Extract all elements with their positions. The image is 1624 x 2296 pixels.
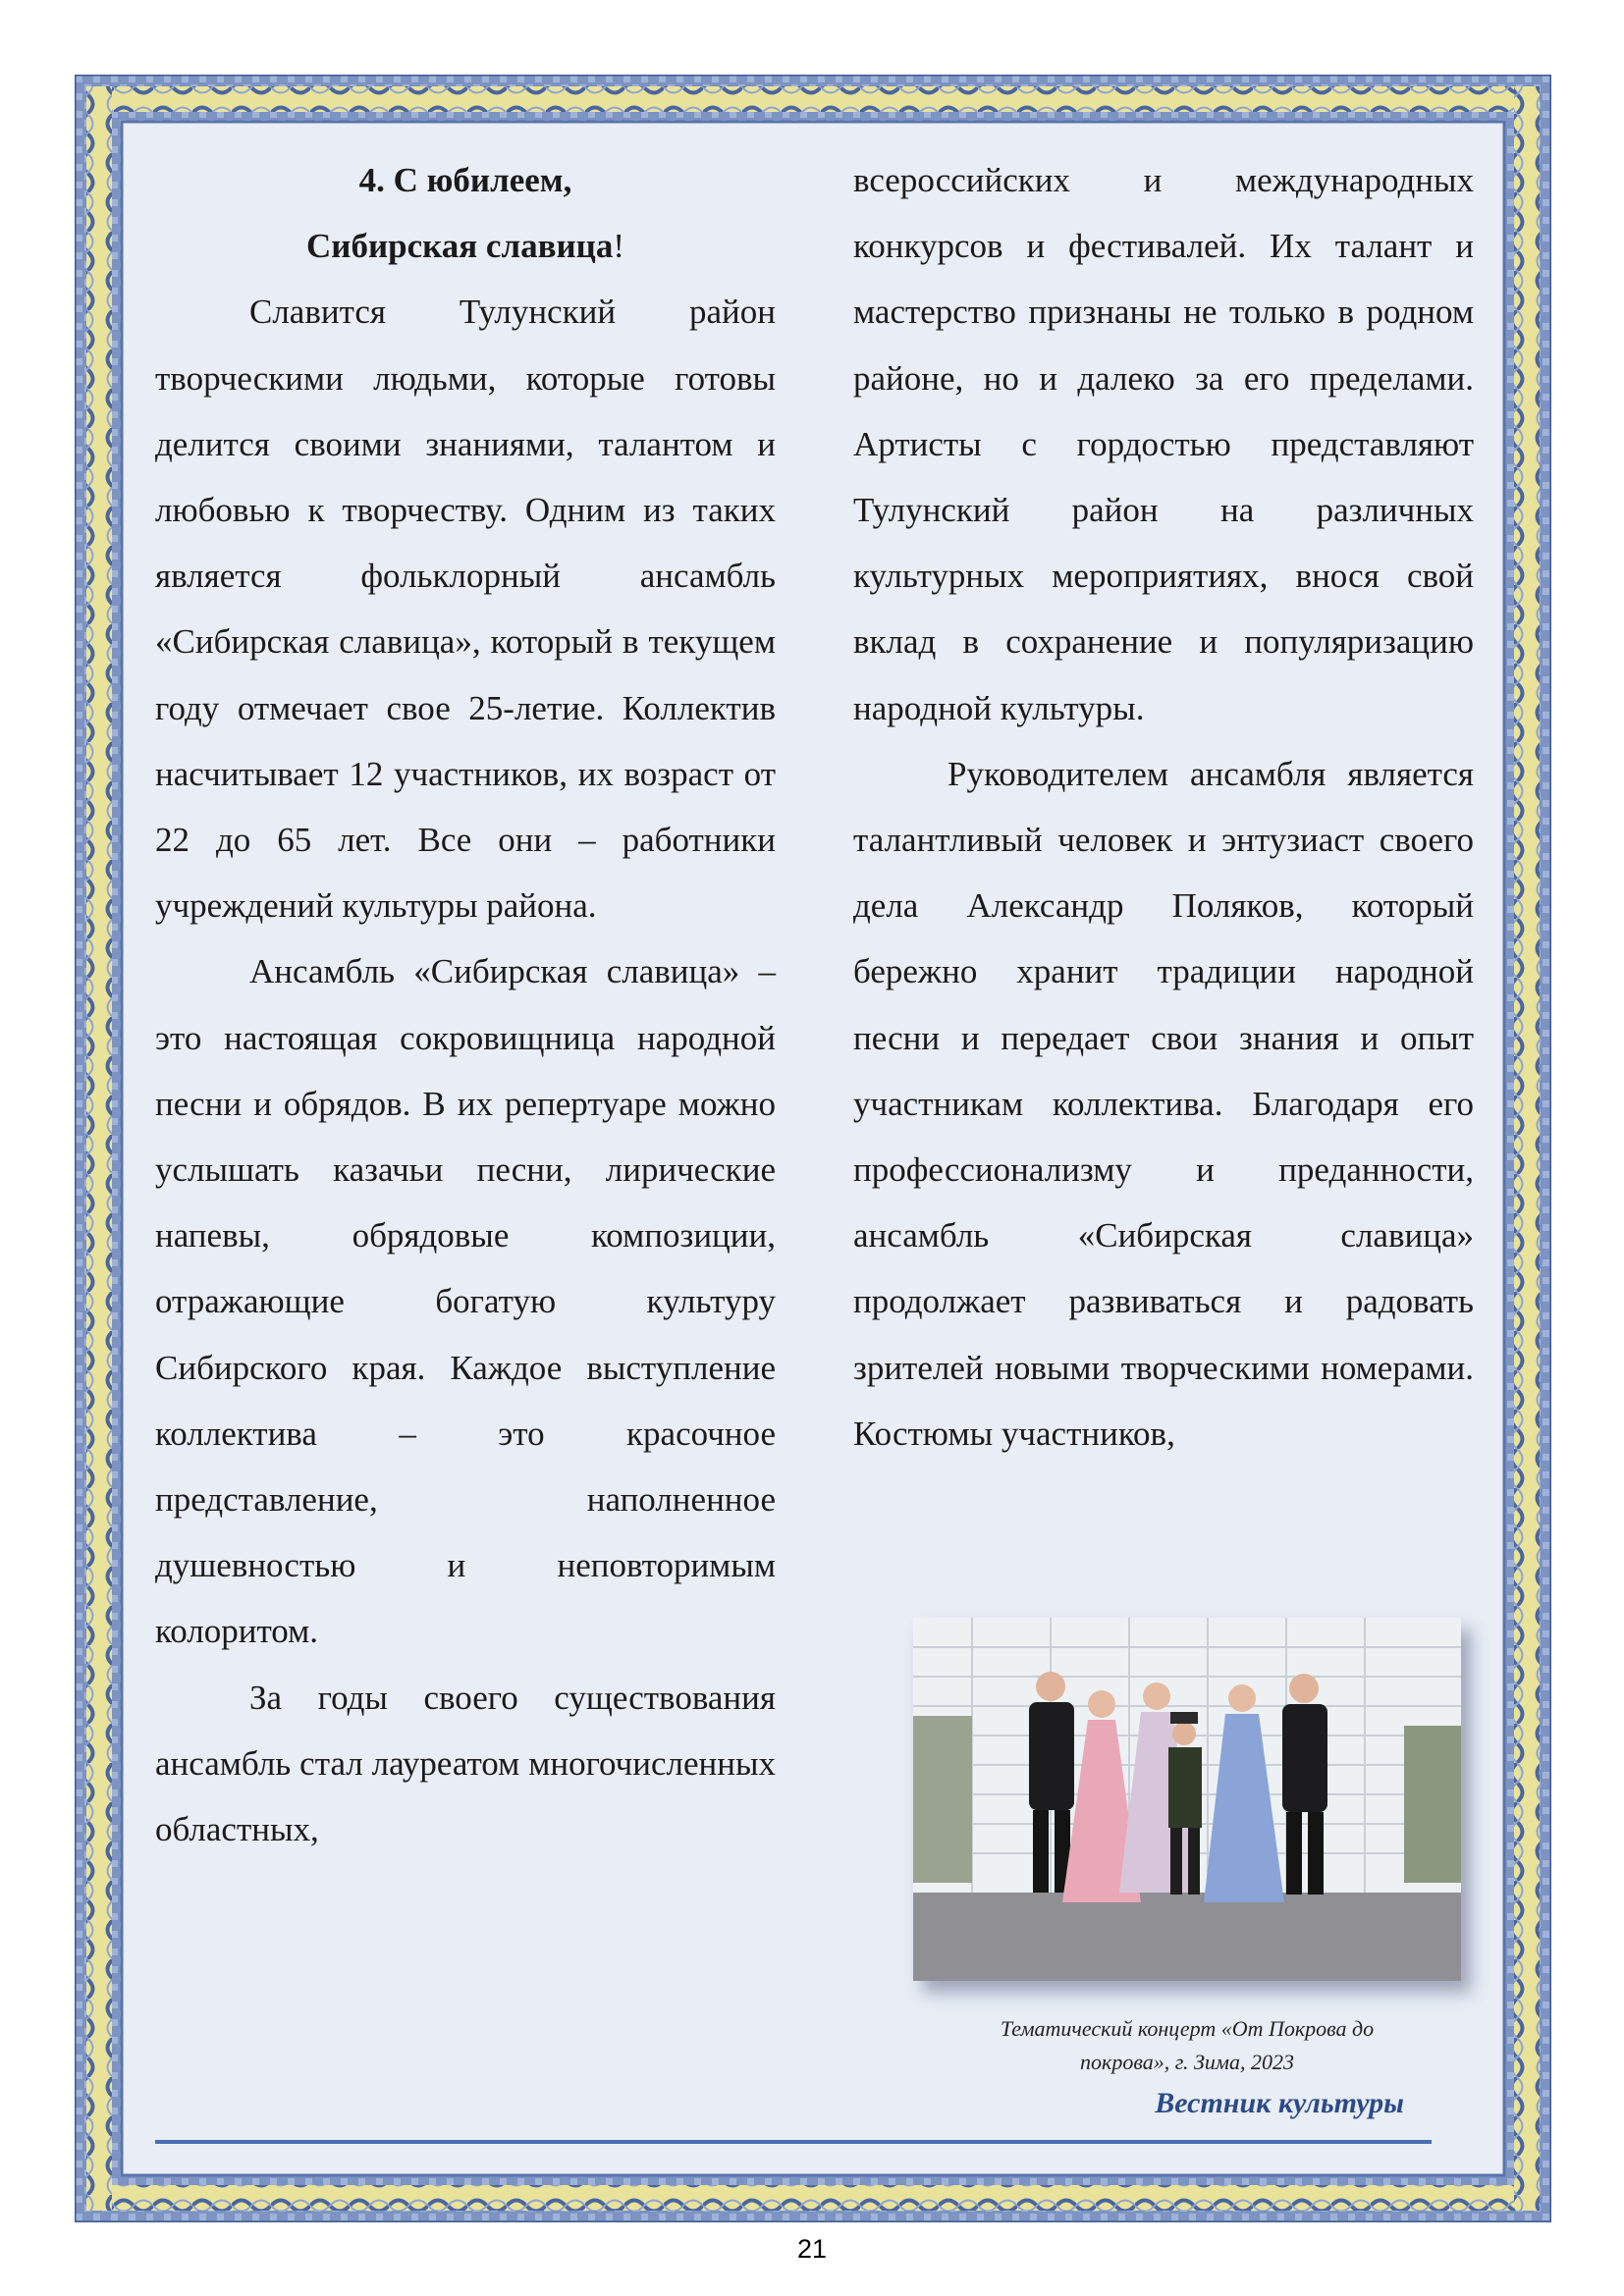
paragraph-awards-continued: всероссийских и международных конкурсов и фестивалей. Их талант и мастерство признаны не только в родном районе, но и далеко за его пределами. Артисты с гордостью представляют Тулунский район на различных культурных мероприятиях, внося свой вклад в сохранение и популяризацию народной культуры. xyxy=(853,161,1474,727)
article-heading-title xyxy=(155,213,776,279)
article-heading-title-text: Сибирская славица xyxy=(306,227,614,266)
footer-divider xyxy=(155,2140,1432,2144)
article-column-left xyxy=(155,147,776,1862)
paragraph-director: Руководителем ансамбля является талантливый человек и энтузиаст своего дела Александр Поляков, который бережно хранит традиции народной песни и передает свои знания и опыт участникам коллектива. Благодаря его профессионализму и преданности, ансамбль «Сибирская славица» продолжает развиваться и радовать зрителей новыми творческими номерами. Костюмы участников, xyxy=(853,754,1474,1453)
paragraph-intro: Славится Тулунский район творческими людьми, которые готовы делится своими знаниями, талантом и любовью к творчеству. Одним из таких является фольклорный ансамбль «Сибирская славица», который в текущем году отмечает свое 25-летие. Коллектив насчитывает 12 участников, их возраст от 22 до 65 лет. Все они – работники учреждений культуры района. xyxy=(155,293,776,926)
photo-caption xyxy=(913,2012,1461,2079)
article-column-right xyxy=(853,147,1474,1467)
article-heading-exclamation: ! xyxy=(613,227,624,266)
paragraph-awards: За годы своего существования ансамбль стал лауреатом многочисленных областных, xyxy=(155,1678,776,1849)
photo-caption-line-2: покрова», г. Зима, 2023 xyxy=(1080,2050,1294,2074)
article-heading-number: 4. С юбилеем, xyxy=(358,161,572,199)
paragraph-repertoire: Ансамбль «Сибирская славица» – это настоящая сокровищница народной песни и обрядов. В их репертуаре можно услышать казачьи песни, лирические напевы, обрядовые композиции, отражающие богатую культуру Сибирского края. Каждое выступление коллектива – это красочное представление, наполненное душевностью и неповторимым колоритом. xyxy=(155,952,776,1651)
publication-masthead: Вестник культуры xyxy=(1155,2087,1404,2119)
photo-caption-line-1: Тематический концерт «От Покрова до xyxy=(1000,2016,1375,2041)
page-number: 21 xyxy=(796,2234,828,2264)
ensemble-photo xyxy=(913,1618,1461,1981)
